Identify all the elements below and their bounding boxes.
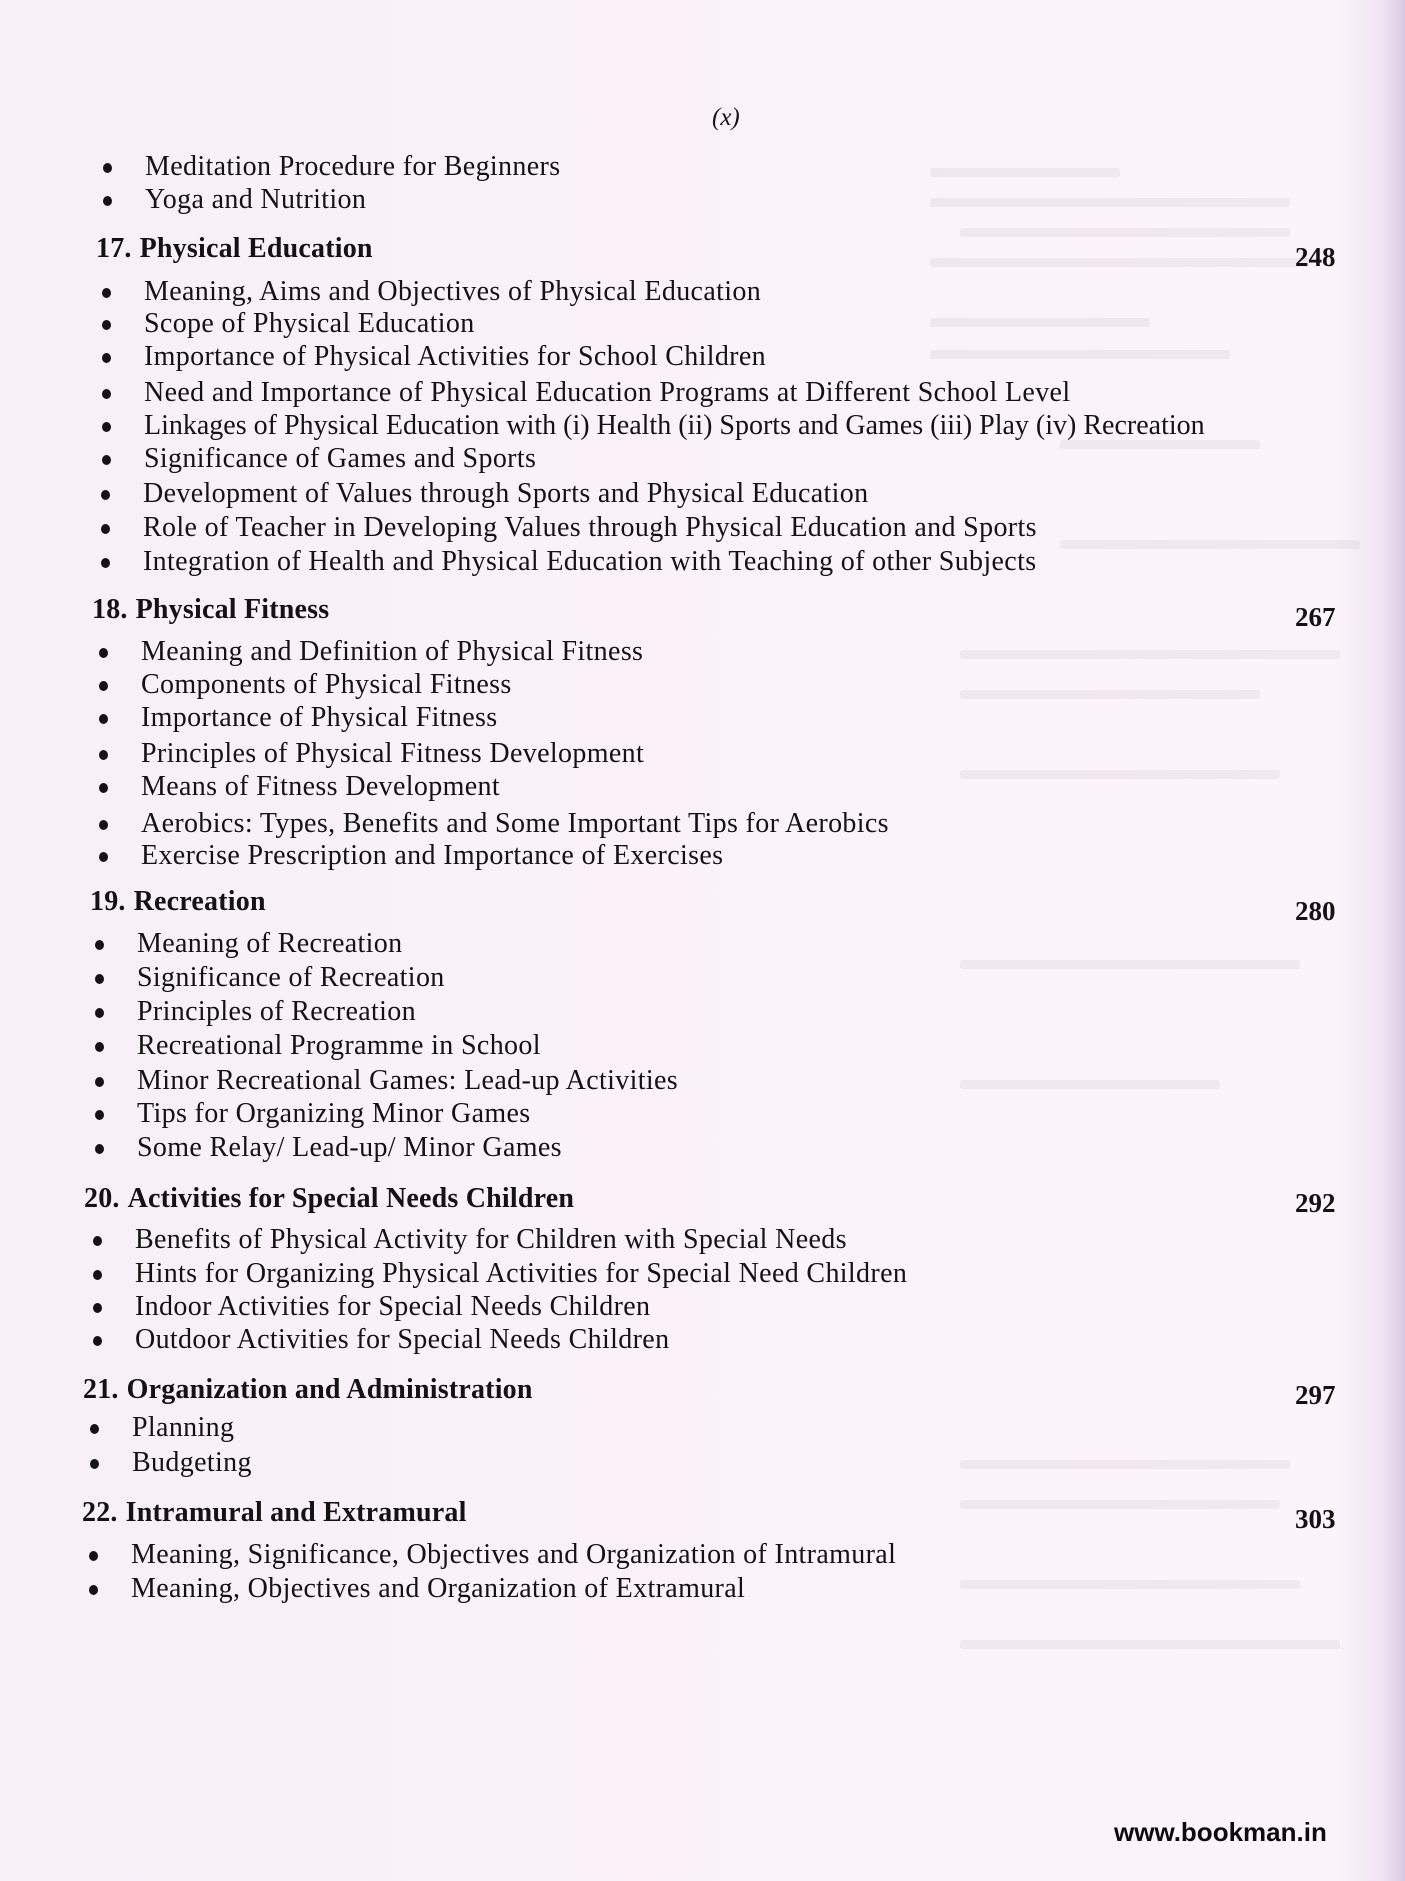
chapter-title: Activities for Special Needs Children (127, 1183, 575, 1214)
bullet-icon (99, 714, 108, 724)
chapter-title: Recreation (133, 886, 266, 917)
chapter-page-number: 292 (1295, 1188, 1336, 1218)
item-text: Meaning, Significance, Objectives and Organization of Intramural (131, 1539, 897, 1570)
bullet-icon (95, 1077, 104, 1087)
chapter-heading (96, 233, 373, 265)
item-text: Budgeting (132, 1447, 252, 1478)
chapter-title: Physical Education (139, 233, 373, 264)
item-text: Importance of Physical Fitness (141, 702, 498, 733)
item-text: Role of Teacher in Developing Values through Physical Education and Sports (143, 512, 1037, 543)
item-text: Components of Physical Fitness (141, 669, 512, 700)
bullet-icon (103, 163, 112, 173)
bullet-icon (99, 783, 108, 793)
item-text: Meditation Procedure for Beginners (145, 151, 561, 182)
bullet-icon (102, 455, 111, 465)
chapter-heading (92, 594, 329, 626)
bullet-icon (93, 1303, 102, 1313)
chapter-title: Physical Fitness (135, 594, 330, 625)
bullet-icon (99, 750, 108, 760)
bullet-icon (93, 1236, 102, 1246)
bullet-icon (90, 1424, 99, 1434)
bullet-icon (102, 353, 111, 363)
item-text: Yoga and Nutrition (145, 184, 367, 215)
item-text: Planning (132, 1412, 235, 1443)
bullet-icon (95, 1042, 104, 1052)
chapter-number: 18. (92, 594, 128, 625)
item-text: Recreational Programme in School (137, 1030, 541, 1061)
chapter-number: 20. (84, 1183, 120, 1214)
chapter-number: 21. (83, 1374, 119, 1405)
item-text: Benefits of Physical Activity for Children with Special Needs (135, 1224, 847, 1255)
bullet-icon (102, 320, 111, 330)
website-watermark: www.bookman.in (1114, 1817, 1327, 1847)
item-text: Tips for Organizing Minor Games (137, 1098, 531, 1129)
item-text: Aerobics: Types, Benefits and Some Important Tips for Aerobics (141, 808, 889, 839)
bullet-icon (95, 1008, 104, 1018)
bullet-icon (95, 1144, 104, 1154)
item-text: Development of Values through Sports and Physical Education (143, 478, 869, 509)
item-text: Hints for Organizing Physical Activities for Special Need Children (135, 1258, 908, 1289)
bullet-icon (101, 524, 110, 534)
bullet-icon (99, 681, 108, 691)
chapter-number: 17. (96, 233, 132, 264)
bullet-icon (95, 1110, 104, 1120)
chapter-page-number: 297 (1295, 1380, 1336, 1410)
chapter-number: 19. (90, 886, 126, 917)
bullet-icon (102, 422, 111, 432)
page-folio: (x) (712, 104, 740, 131)
item-text: Meaning and Definition of Physical Fitness (141, 636, 644, 667)
bullet-icon (99, 820, 108, 830)
bullet-icon (102, 288, 111, 298)
item-text: Means of Fitness Development (141, 771, 500, 802)
item-text: Minor Recreational Games: Lead-up Activities (137, 1065, 679, 1096)
chapter-number: 22. (82, 1497, 118, 1528)
item-text: Principles of Physical Fitness Development (141, 738, 645, 769)
bullet-icon (93, 1270, 102, 1280)
bullet-icon (99, 648, 108, 658)
bullet-icon (102, 389, 111, 399)
bullet-icon (93, 1336, 102, 1346)
bullet-icon (103, 196, 112, 206)
item-text: Meaning, Objectives and Organization of Extramural (131, 1573, 746, 1604)
chapter-page-number: 248 (1295, 242, 1336, 272)
bullet-icon (101, 558, 110, 568)
item-text: Meaning, Aims and Objectives of Physical Education (144, 276, 762, 307)
item-text: Indoor Activities for Special Needs Children (135, 1291, 651, 1322)
chapter-heading (82, 1497, 467, 1529)
chapter-title: Intramural and Extramural (125, 1497, 467, 1528)
item-text: Integration of Health and Physical Education with Teaching of other Subjects (143, 546, 1037, 577)
chapter-heading (84, 1183, 574, 1215)
item-text: Significance of Games and Sports (144, 443, 537, 474)
bullet-icon (89, 1585, 98, 1595)
item-text: Need and Importance of Physical Education Programs at Different School Level (144, 377, 1071, 408)
chapter-heading (90, 886, 266, 918)
item-text: Scope of Physical Education (144, 308, 475, 339)
chapter-page-number: 280 (1295, 896, 1336, 926)
bullet-icon (95, 940, 104, 950)
bullet-icon (90, 1459, 99, 1469)
bullet-icon (99, 852, 108, 862)
item-text: Significance of Recreation (137, 962, 445, 993)
bullet-icon (89, 1551, 98, 1561)
item-text: Principles of Recreation (137, 996, 416, 1027)
chapter-title: Organization and Administration (126, 1374, 533, 1405)
item-text: Exercise Prescription and Importance of Exercises (141, 840, 724, 871)
item-text: Some Relay/ Lead-up/ Minor Games (137, 1132, 562, 1163)
bullet-icon (101, 490, 110, 500)
item-text: Meaning of Recreation (137, 928, 403, 959)
chapter-page-number: 267 (1295, 602, 1336, 632)
item-text: Linkages of Physical Education with (i) Health (ii) Sports and Games (iii) Play (iv) Recreation (144, 410, 1205, 441)
item-text: Importance of Physical Activities for School Children (144, 341, 766, 372)
item-text: Outdoor Activities for Special Needs Children (135, 1324, 670, 1355)
chapter-page-number: 303 (1295, 1504, 1336, 1534)
chapter-heading (83, 1374, 533, 1406)
bullet-icon (95, 974, 104, 984)
